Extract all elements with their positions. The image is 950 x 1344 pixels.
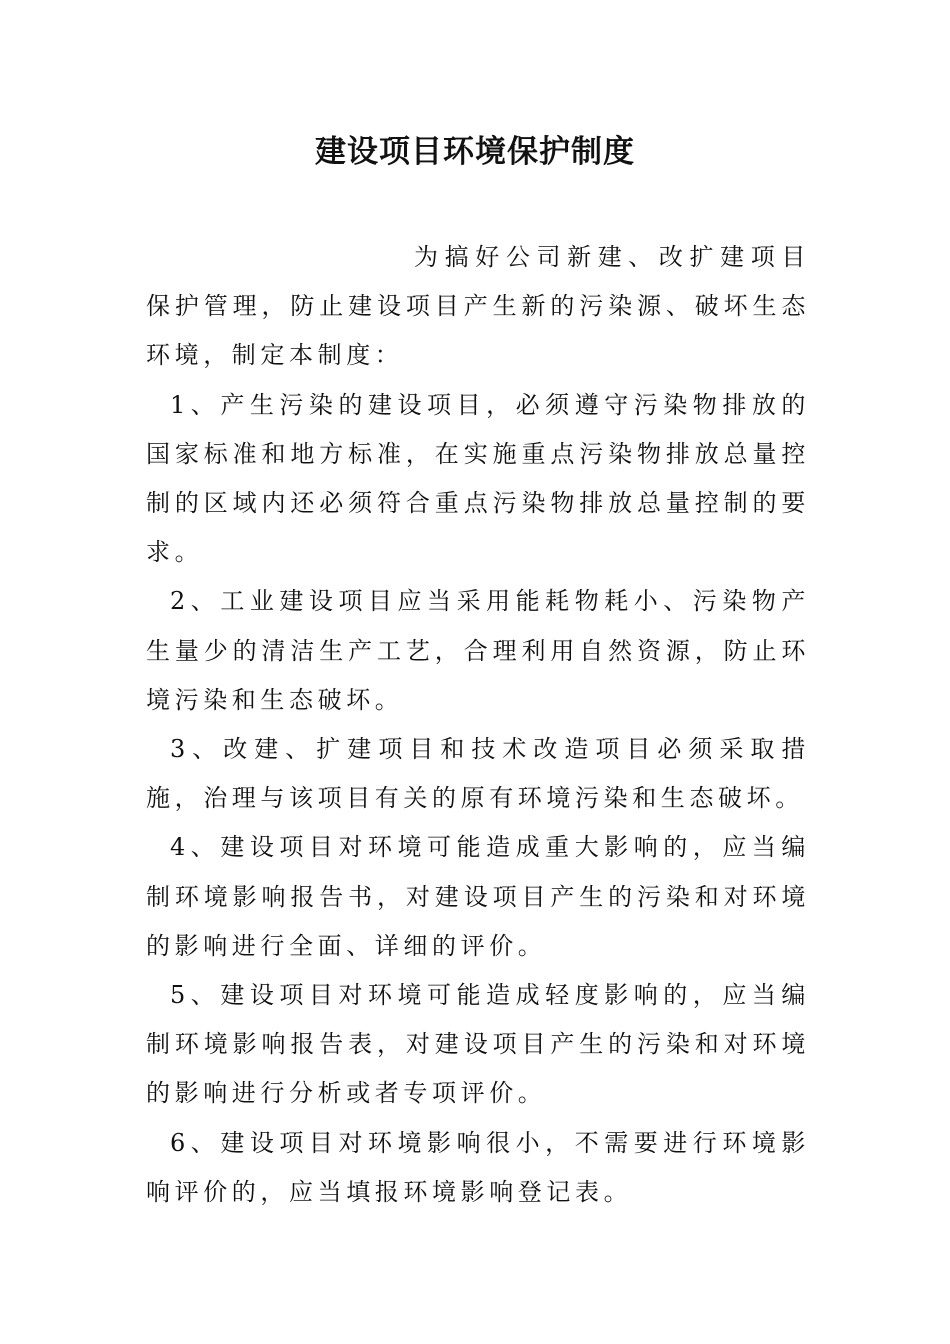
clause-6-paragraph: 6、建设项目对环境影响很小，不需要进行环境影响评价的，应当填报环境影响登记表。 (146, 1128, 810, 1206)
clause-1-paragraph: 1、产生污染的建设项目，必须遵守污染物排放的国家标准和地方标准，在实施重点污染物排放总量控制的区域内还必须符合重点污染物排放总量控制的要求。 (146, 390, 810, 567)
clause-4-paragraph: 4、建设项目对环境可能造成重大影响的，应当编制环境影响报告书，对建设项目产生的污染和对环境的影响进行全面、详细的评价。 (146, 833, 810, 960)
clause-5-paragraph: 5、建设项目对环境可能造成轻度影响的，应当编制环境影响报告表，对建设项目产生的污染和对环境的影响进行分析或者专项评价。 (146, 981, 810, 1108)
intro-paragraph: 为搞好公司新建、改扩建项目保护管理，防止建设项目产生新的污染源、破坏生态环境，制定本制度： (146, 243, 810, 370)
document-title: 建设项目环境保护制度 (315, 134, 635, 170)
document-body (146, 233, 810, 1217)
clause-2-paragraph: 2、工业建设项目应当采用能耗物耗小、污染物产生量少的清洁生产工艺，合理利用自然资源，防止环境污染和生态破坏。 (146, 587, 810, 714)
clause-3-paragraph: 3、改建、扩建项目和技术改造项目必须采取措施，治理与该项目有关的原有环境污染和生态破坏。 (146, 735, 810, 813)
